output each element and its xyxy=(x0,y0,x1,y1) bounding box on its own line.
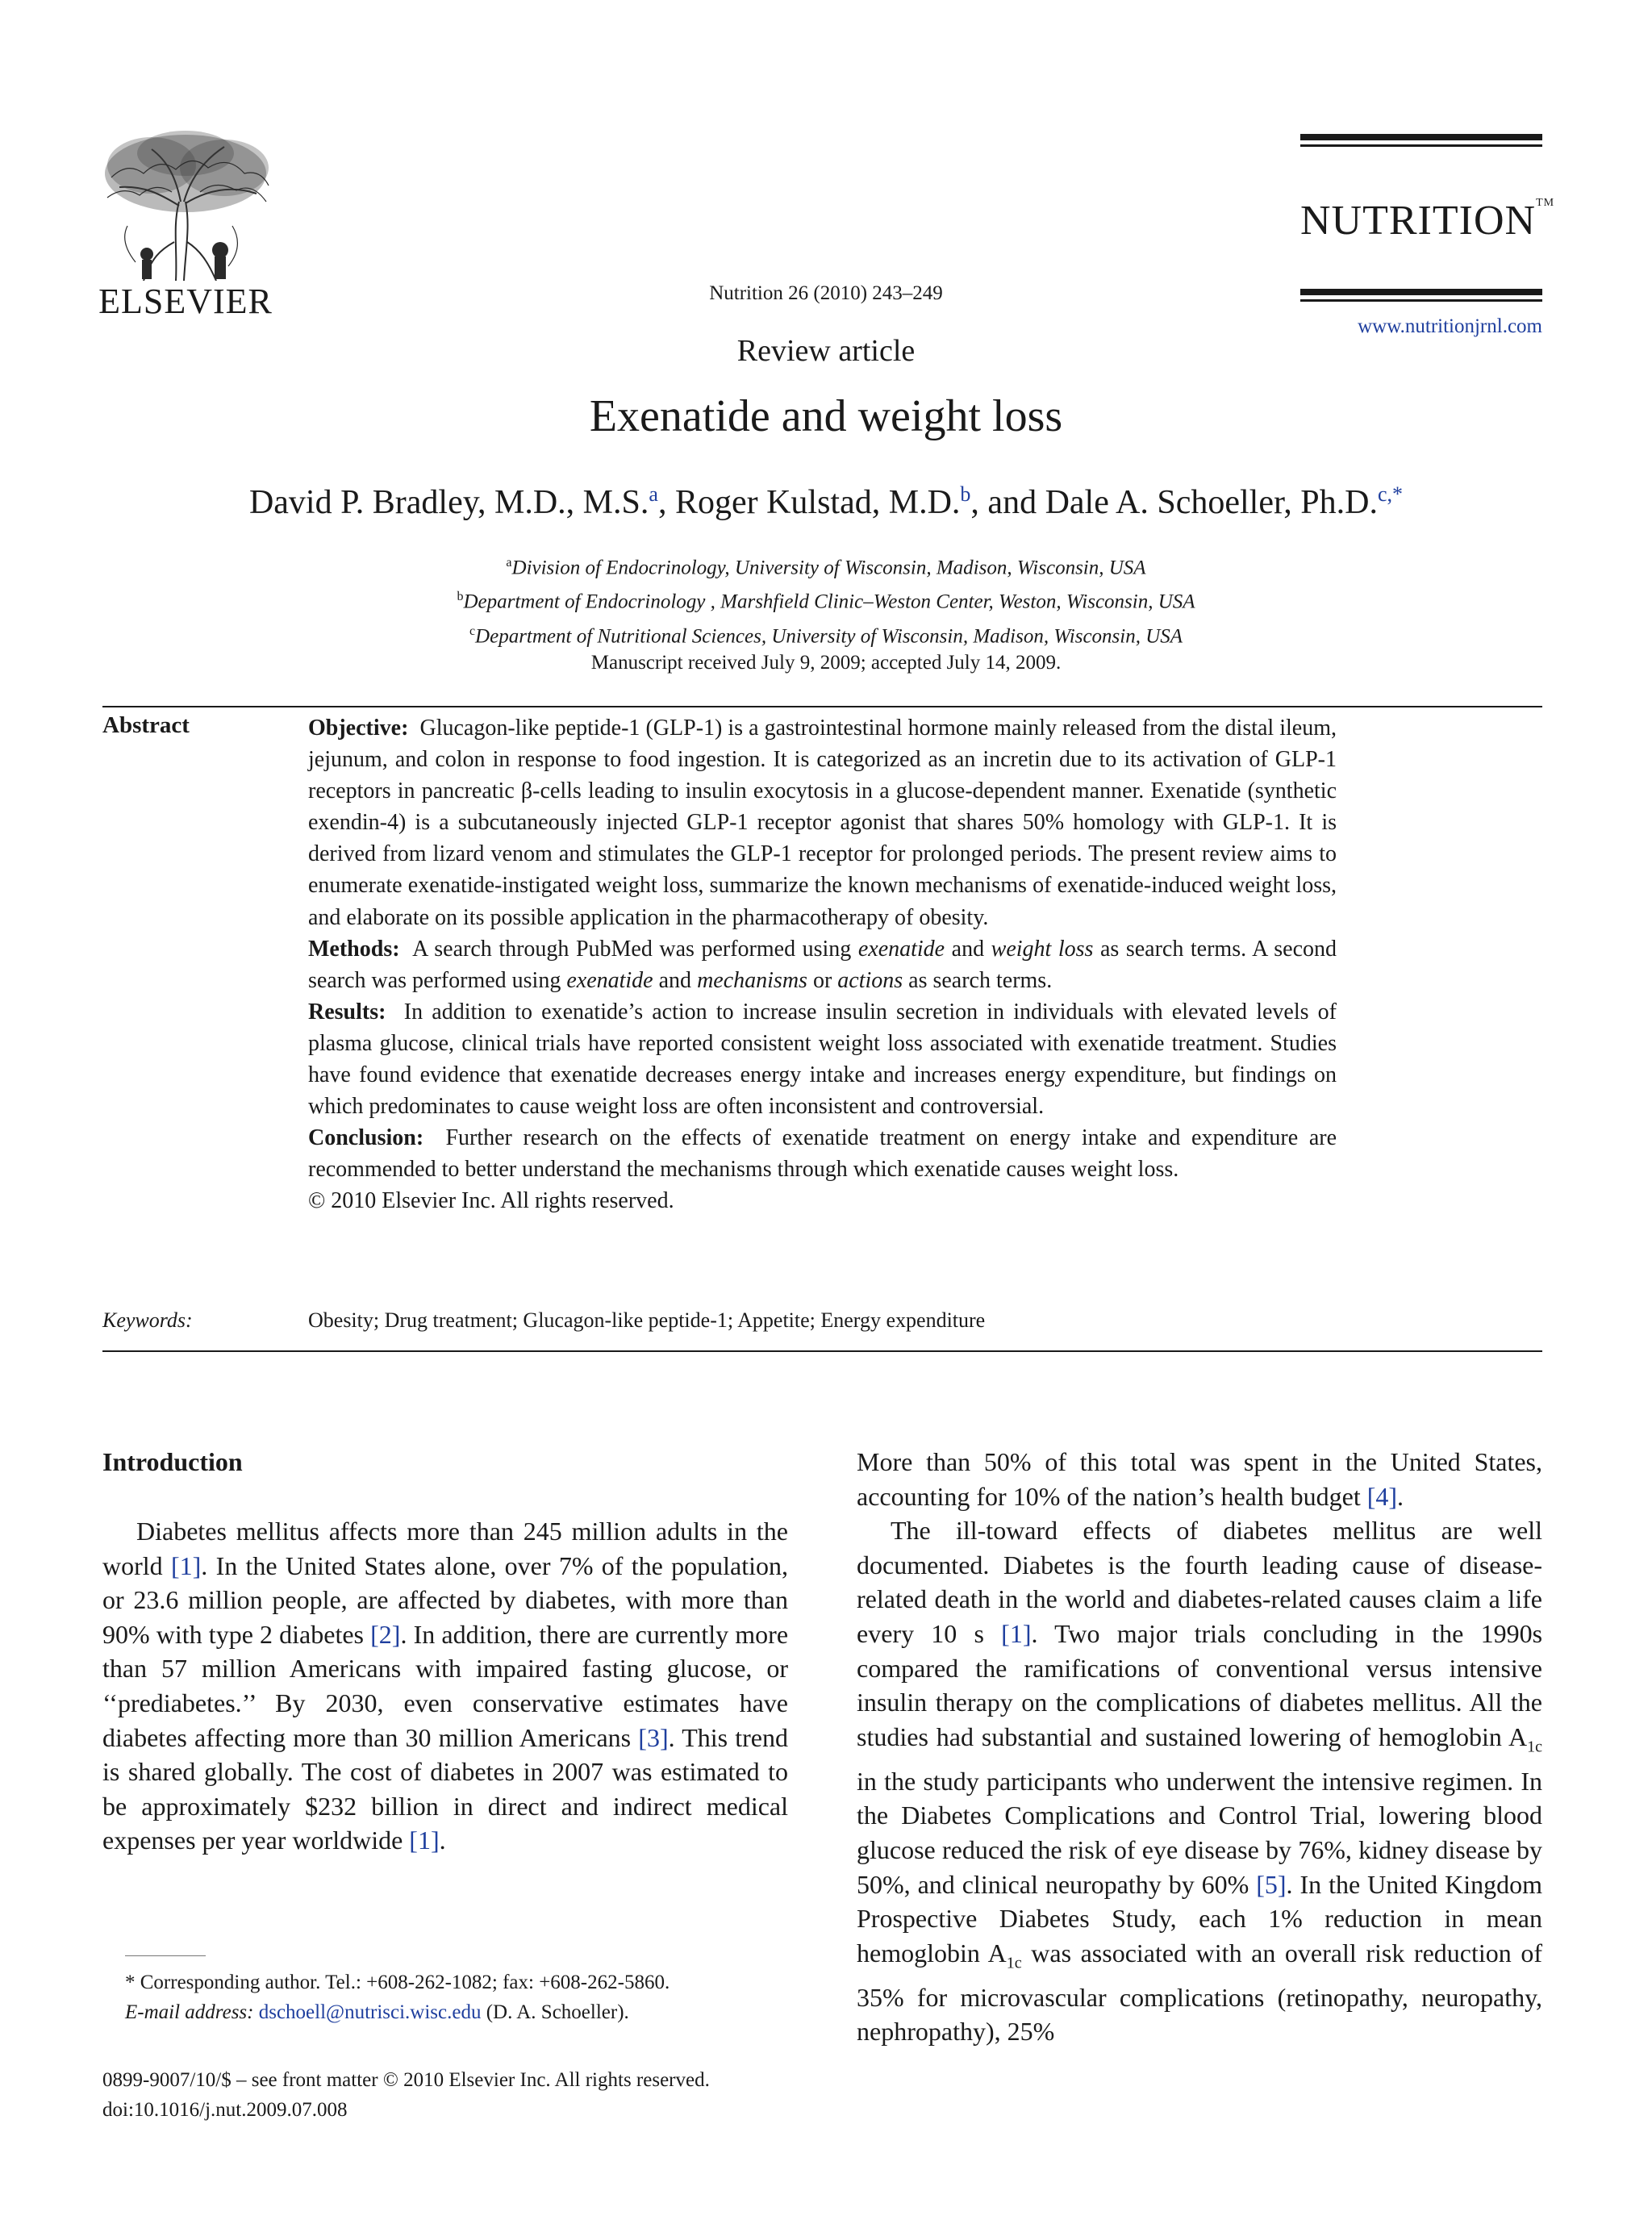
abstract-methods: Methods: A search through PubMed was performed using exenatide and weight loss as search terms. A second search was performed using exenatide and mechanisms or actions as search terms. xyxy=(308,936,1337,993)
affiliation-link[interactable]: c,* xyxy=(1378,482,1404,506)
issn-line: 0899-9007/10/$ – see front matter © 2010 Elsevier Inc. All rights reserved. xyxy=(102,2069,710,2091)
body-column-right xyxy=(857,1445,1542,2049)
paragraph: More than 50% of this total was spent in the United States, accounting for 10% of the nation’s health budget [4]. xyxy=(857,1447,1542,1511)
reference-link[interactable]: [1] xyxy=(409,1826,440,1855)
affiliations xyxy=(0,549,1652,651)
keywords: Obesity; Drug treatment; Glucagon-like peptide-1; Appetite; Energy expenditure xyxy=(308,1308,986,1332)
abstract-results: Results: In addition to exenatide’s action to increase insulin secretion in individuals with elevated levels of plasma glucose, clinical trials have reported consistent weight loss associated with exenatide treatment. Studies have found evidence that exenatide decreases energy intake and increases energy expenditure, but findings on which predominates to cause weight loss are often inconsistent and controversial. xyxy=(308,999,1337,1120)
author-name: David P. Bradley, M.D., M.S. xyxy=(248,484,649,521)
author-name: Dale A. Schoeller, Ph.D. xyxy=(1045,484,1378,521)
affiliation: $^c$Department of Nutritional Sciences, University of Wisconsin, Madison, Wisconsin, USA xyxy=(469,624,1183,647)
paragraph: Diabetes mellitus affects more than 245 million adults in the world [1]. In the United States alone, over 7% of the population, or 23.6 million people, are affected by diabetes, with more than 90% with type 2 diabetes [2]. In addition, there are currently more than 57 million Americans with impaired fasting glucose, or ‘‘prediabetes.’’ By 2030, even conservative estimates have diabetes affecting more than 30 million Americans [3]. This trend is shared globally. The cost of diabetes in 2007 was estimated to be approximately $232 billion in direct and indirect medical expenses per year worldwide [1]. xyxy=(102,1517,789,1855)
trademark-mark: TM xyxy=(1536,197,1555,209)
author-name: Roger Kulstad, M.D. xyxy=(674,484,961,521)
affiliation-link[interactable]: b xyxy=(960,482,971,506)
reference-link[interactable]: [4] xyxy=(1366,1481,1398,1511)
journal-rule-top-thin xyxy=(1300,144,1542,147)
publisher-name: ELSEVIER xyxy=(98,282,273,321)
journal-website-link[interactable]: www.nutritionjrnl.com xyxy=(1358,315,1542,337)
reference-link[interactable]: [5] xyxy=(1256,1869,1287,1899)
affiliation: $^a$Division of Endocrinology, University of Wisconsin, Madison, Wisconsin, USA xyxy=(506,556,1146,579)
paragraph: The ill-toward effects of diabetes mellitus are well documented. Diabetes is the fourth leading cause of disease-related death in the world and diabetes-related causes claim a life every 10 s [1]. Two major trials concluding in the 1990s compared the ramifications of conventional versus intensive insulin therapy on the complications of diabetes mellitus. All the studies had substantial and sustained lowering of hemoglobin $A_{1c}$ in the study participants who underwent the intensive regimen. In the Diabetes Complications and Control Trial, lowering blood glucose reduced the risk of eye disease by 76%, kidney disease by 50%, and clinical neuropathy by 60% [5]. In the United Kingdom Prospective Diabetes Study, each 1% reduction in mean hemoglobin $A_{1c}$ was associated with an overall risk reduction of 35% for microvascular complications (retinopathy, neuropathy, nephropathy), 25% xyxy=(857,1516,1543,2047)
keywords-label: Keywords: xyxy=(102,1308,193,1332)
journal-rule-top xyxy=(1300,134,1542,140)
reference-link[interactable]: [1] xyxy=(1001,1618,1032,1648)
abstract-label: Abstract xyxy=(102,712,190,738)
abstract-body xyxy=(308,712,1337,1217)
abstract-copyright: © 2010 Elsevier Inc. All rights reserved. xyxy=(308,1188,674,1214)
abstract-objective: Objective: Glucagon-like peptide-1 (GLP-1) is a gastrointestinal hormone mainly released from the distal ileum, jejunum, and colon in response to food ingestion. It is categorized as an incretin due to its activation of GLP-1 receptors in pancreatic β-cells leading to insulin exocytosis in a glucose-dependent manner. Exenatide (synthetic exendin-4) is a subcutaneously injected GLP-1 receptor agonist that shares 50% homology with GLP-1. It is derived from lizard venom and stimulates the GLP-1 receptor for prolonged periods. The present review aims to enumerate exenatide-instigated weight loss, summarize the known mechanisms of exenatide-induced weight loss, and elaborate on its possible application in the pharmacotherapy of obesity. xyxy=(308,716,1337,930)
footnote xyxy=(125,1968,670,2027)
journal-name: NUTRITION™ xyxy=(1300,197,1555,244)
abstract-bottom-rule xyxy=(102,1350,1542,1352)
author-list: David P. Bradley, M.D., M.S.$^a$, Roger Kulstad, M.D.$^b$, and Dale A. Schoeller, Ph.D.$^{c,*}$ xyxy=(248,482,1404,521)
abstract-top-rule xyxy=(102,706,1542,707)
affiliation: $^b$Department of Endocrinology , Marshfield Clinic–Weston Center, Weston, Wisconsin, USA xyxy=(457,590,1195,613)
section-heading-introduction: Introduction xyxy=(102,1447,243,1476)
reference-link[interactable]: [3] xyxy=(638,1722,669,1752)
corresponding-author: * Corresponding author. Tel.: +608-262-1082; fax: +608-262-5860. xyxy=(125,1972,670,1993)
abstract-conclusion: Conclusion: Further research on the effects of exenatide treatment on energy intake and expenditure are recommended to better understand the mechanisms through which exenatide causes weight loss. xyxy=(308,1125,1337,1183)
doi[interactable]: doi:10.1016/j.nut.2009.07.008 xyxy=(102,2099,348,2121)
article-type: Review article xyxy=(736,334,916,368)
front-matter xyxy=(102,2065,710,2125)
article-title: Exenatide and weight loss xyxy=(589,391,1063,441)
citation: Nutrition 26 (2010) 243–249 xyxy=(709,282,943,304)
body-column-left xyxy=(102,1514,788,1858)
email-link[interactable]: dschoell@nutrisci.wisc.edu xyxy=(258,2001,482,2023)
received-dates: Manuscript received July 9, 2009; accepted July 14, 2009. xyxy=(590,652,1062,674)
email-line: E-mail address: dschoell@nutrisci.wisc.edu (D. A. Schoeller). xyxy=(125,2001,629,2023)
reference-link[interactable]: [2] xyxy=(370,1619,401,1649)
elsevier-tree-icon xyxy=(95,129,276,281)
affiliation-link[interactable]: a xyxy=(649,482,658,506)
footnote-rule xyxy=(125,1955,206,1956)
journal-header xyxy=(1300,134,1555,302)
reference-link[interactable]: [1] xyxy=(170,1550,202,1580)
